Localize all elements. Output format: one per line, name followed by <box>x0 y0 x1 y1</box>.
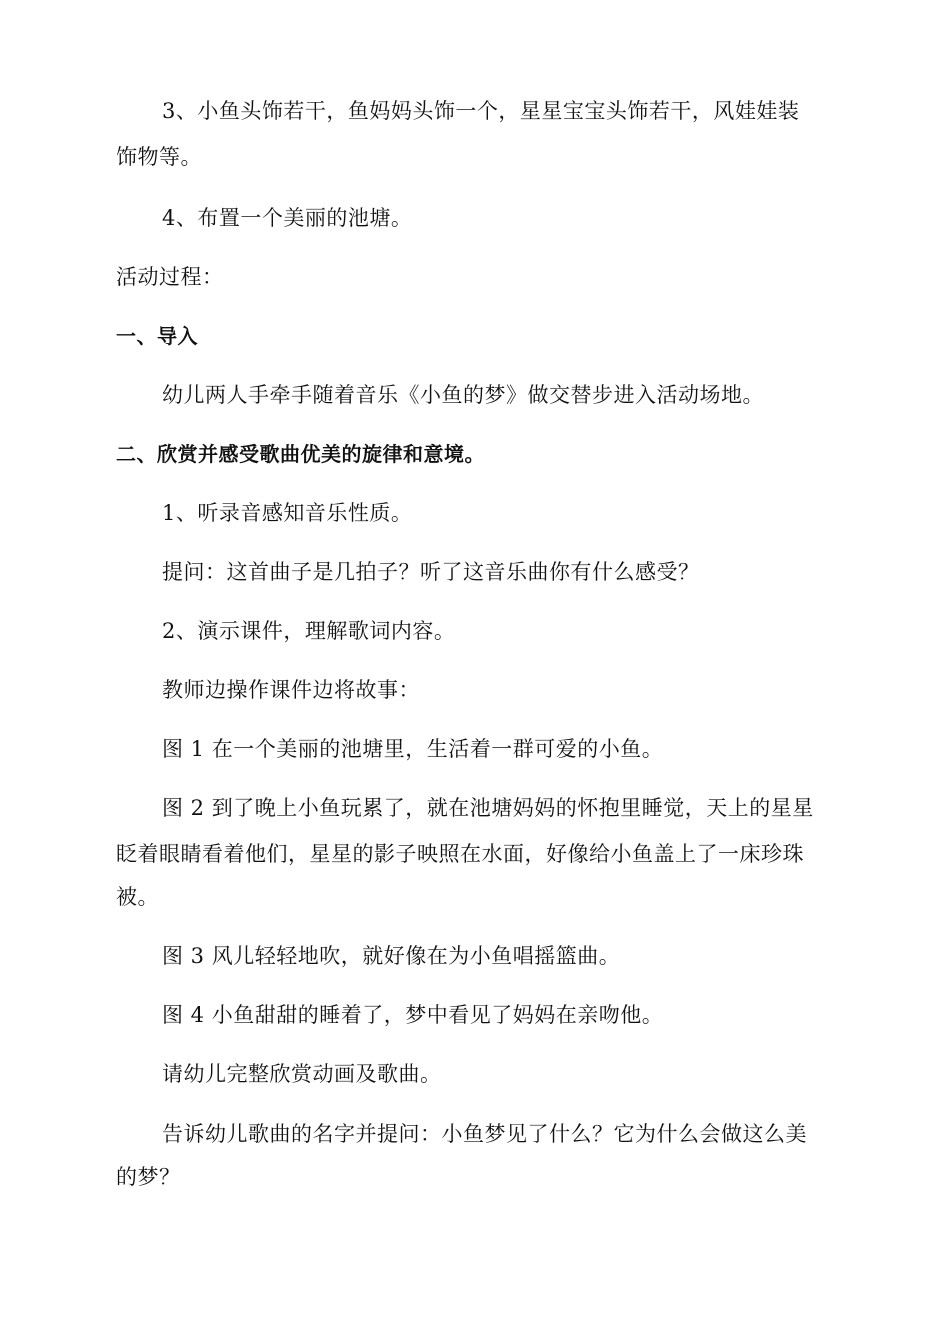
section1-heading: 一、导入 <box>116 324 198 348</box>
item3-line1: 3、小鱼头饰若干，鱼妈妈头饰一个，星星宝宝头饰若干，风娃娃装 <box>162 99 800 123</box>
item3-line2: 饰物等。 <box>116 145 202 169</box>
tell-line1: 告诉幼儿歌曲的名字并提问：小鱼梦见了什么？它为什么会做这么美 <box>162 1122 807 1146</box>
process-label: 活动过程： <box>116 265 224 289</box>
fig2-line3: 被。 <box>116 885 159 909</box>
fig1: 图 1 在一个美丽的池塘里，生活着一群可爱的小鱼。 <box>162 737 664 761</box>
section1-text: 幼儿两人手牵手随着音乐《小鱼的梦》做交替步进入活动场地。 <box>162 383 764 407</box>
fig3: 图 3 风儿轻轻地吹，就好像在为小鱼唱摇篮曲。 <box>162 944 621 968</box>
question1: 提问：这首曲子是几拍子？听了这音乐曲你有什么感受？ <box>162 560 700 584</box>
step1: 1、听录音感知音乐性质。 <box>162 501 413 525</box>
fig4: 图 4 小鱼甜甜的睡着了，梦中看见了妈妈在亲吻他。 <box>162 1003 664 1027</box>
teacher-story: 教师边操作课件边将故事： <box>162 678 420 702</box>
fig2-line1: 图 2 到了晚上小鱼玩累了，就在池塘妈妈的怀抱里睡觉，天上的星星 <box>162 796 814 820</box>
fig2-line2: 眨着眼睛看着他们，星星的影子映照在水面，好像给小鱼盖上了一床珍珠 <box>116 842 804 866</box>
appreciate: 请幼儿完整欣赏动画及歌曲。 <box>162 1062 442 1086</box>
step2: 2、演示课件，理解歌词内容。 <box>162 619 456 643</box>
section2-heading: 二、欣赏并感受歌曲优美的旋律和意境。 <box>116 442 485 466</box>
tell-line2: 的梦？ <box>116 1165 181 1189</box>
item4: 4、布置一个美丽的池塘。 <box>162 206 413 230</box>
